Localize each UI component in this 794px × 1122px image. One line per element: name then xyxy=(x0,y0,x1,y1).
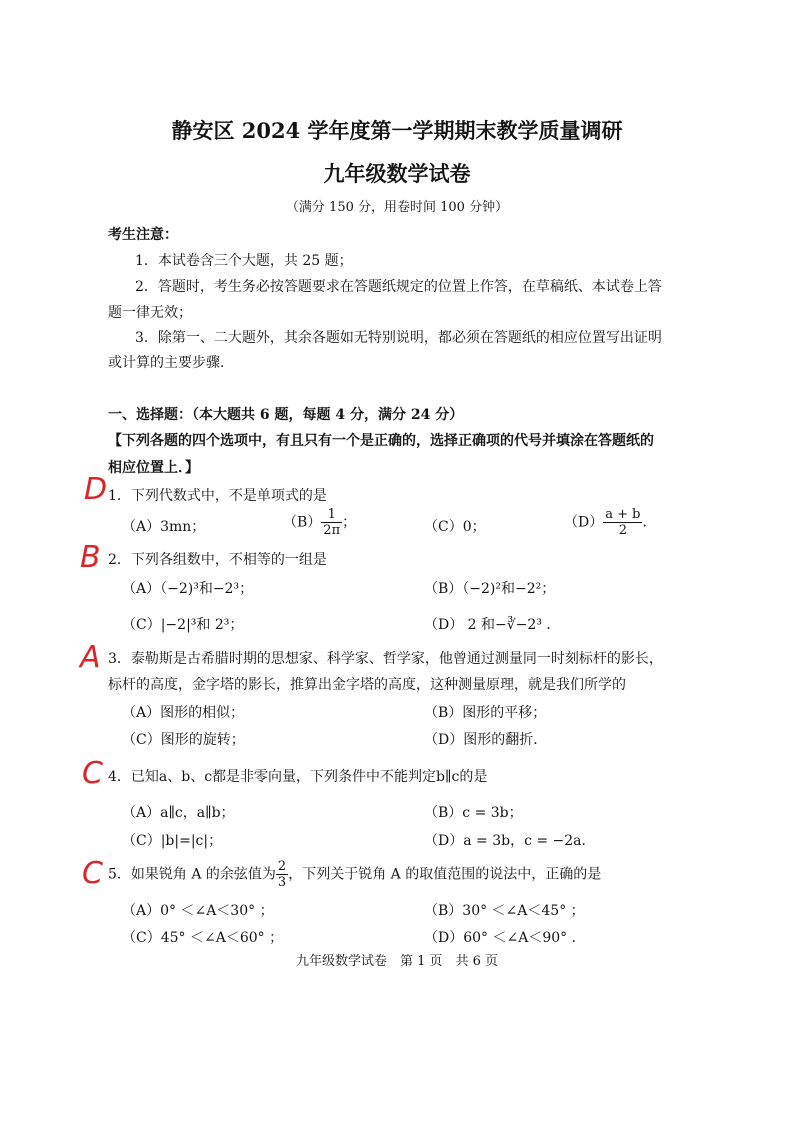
q5-stem-pre: 5．如果锐角 A 的余弦值为 xyxy=(108,866,276,883)
q5-stem xyxy=(108,859,601,890)
section-instruction: 【下列各题的四个选项中，有且只有一个是正确的，选择正确项的代号并填涂在答题纸的 xyxy=(108,433,654,449)
q1-option-c: （C）0； xyxy=(424,519,486,535)
q3-option-a: （A）图形的相似； xyxy=(122,705,245,721)
q1-b-denominator: 2π xyxy=(323,523,341,538)
q1-d-denominator: 2 xyxy=(618,523,627,538)
q4-option-d: （D）a = 3b，c = −2a． xyxy=(424,833,596,849)
q5-numerator: 2 xyxy=(277,859,287,874)
notice-item-3: 3．除第一、二大题外，其余各题如无特别说明，都必须在答题纸的相应位置写出证明 xyxy=(135,330,662,346)
handwritten-answer-q5: C xyxy=(82,856,103,891)
q1-option-b-label: （B） xyxy=(283,514,322,531)
exam-note: （满分 150 分，用卷时间 100 分钟） xyxy=(285,200,509,215)
q1-option-d-tail: ． xyxy=(642,514,657,531)
q1-option-b-fraction xyxy=(321,507,342,538)
q2-stem: 2．下列各组数中，不相等的一组是 xyxy=(108,552,327,568)
q1-d-numerator: a + b xyxy=(605,507,641,522)
q1-option-b-tail: ； xyxy=(342,514,357,531)
q1-b-numerator: 1 xyxy=(321,507,342,523)
q5-option-d: （D）60° ＜∠A＜90° ． xyxy=(424,930,586,946)
handwritten-answer-q2: B xyxy=(80,540,101,575)
page-subtitle: 九年级数学试卷 xyxy=(323,161,471,186)
notice-item-2: 2．答题时，考生务必按答题要求在答题纸规定的位置上作答，在草稿纸、本试卷上答 xyxy=(135,279,662,295)
q3-option-c: （C）图形的旋转； xyxy=(122,732,245,748)
q3-stem-cont: 标杆的高度，金字塔的影长，推算出金字塔的高度，这种测量原理，就是我们所学的 xyxy=(108,677,626,693)
q4-option-b: （B）c = 3b； xyxy=(424,805,523,821)
notice-item-3-cont: 或计算的主要步骤． xyxy=(108,355,234,371)
q1-option-b xyxy=(283,507,356,538)
page-footer: 九年级数学试卷 第 1 页 共 6 页 xyxy=(295,954,499,969)
page-title: 静安区 2024 学年度第一学期期末教学质量调研 xyxy=(171,118,623,143)
notice-heading: 考生注意： xyxy=(108,227,178,243)
q1-option-d-fraction xyxy=(603,507,642,538)
q3-stem: 3．泰勒斯是古希腊时期的思想家、科学家、哲学家，他曾通过测量同一时刻标杆的影长， xyxy=(108,651,663,667)
q1-stem: 1．下列代数式中，不是单项式的是 xyxy=(108,488,327,504)
q2-option-d: （D） 2 和−∛−2³ ． xyxy=(424,617,561,633)
q5-option-a: （A）0° ＜∠A＜30° ； xyxy=(122,903,274,919)
handwritten-answer-q3: A xyxy=(80,640,101,675)
q3-option-b: （B）图形的平移； xyxy=(424,705,547,721)
q4-option-a: （A）a∥c，a∥b； xyxy=(122,805,235,821)
q4-stem: 4．已知a、b、c都是非零向量，下列条件中不能判定b∥c的是 xyxy=(108,769,488,785)
q4-option-c: （C）|b|=|c|； xyxy=(122,833,223,849)
q1-option-d-label: （D） xyxy=(564,514,604,531)
section-heading: 一、选择题：（本大题共 6 题，每题 4 分，满分 24 分） xyxy=(108,407,464,423)
notice-item-1: 1．本试卷含三个大题，共 25 题； xyxy=(135,253,353,269)
q5-option-c: （C）45° ＜∠A＜60° ； xyxy=(122,930,284,946)
q5-fraction xyxy=(276,859,288,890)
q2-option-a: （A）（−2)³和−2³； xyxy=(122,581,254,597)
q2-option-b: （B）（−2)²和−2²； xyxy=(424,581,556,597)
q5-stem-post: ，下列关于锐角 A 的取值范围的说法中，正确的是 xyxy=(288,866,602,883)
q5-denominator: 3 xyxy=(277,875,287,890)
handwritten-answer-q1: D xyxy=(84,472,108,507)
q1-option-a: （A）3mn； xyxy=(122,519,206,535)
notice-item-2-cont: 题一律无效； xyxy=(108,305,192,321)
q2-option-c: （C）|−2|³和 2³； xyxy=(122,617,244,633)
handwritten-answer-q4: C xyxy=(82,756,103,791)
q3-option-d: （D）图形的翻折． xyxy=(424,732,548,748)
section-instruction-cont: 相应位置上．】 xyxy=(108,460,199,476)
q5-option-b: （B）30° ＜∠A＜45° ； xyxy=(424,903,585,919)
q1-option-d xyxy=(564,507,656,538)
